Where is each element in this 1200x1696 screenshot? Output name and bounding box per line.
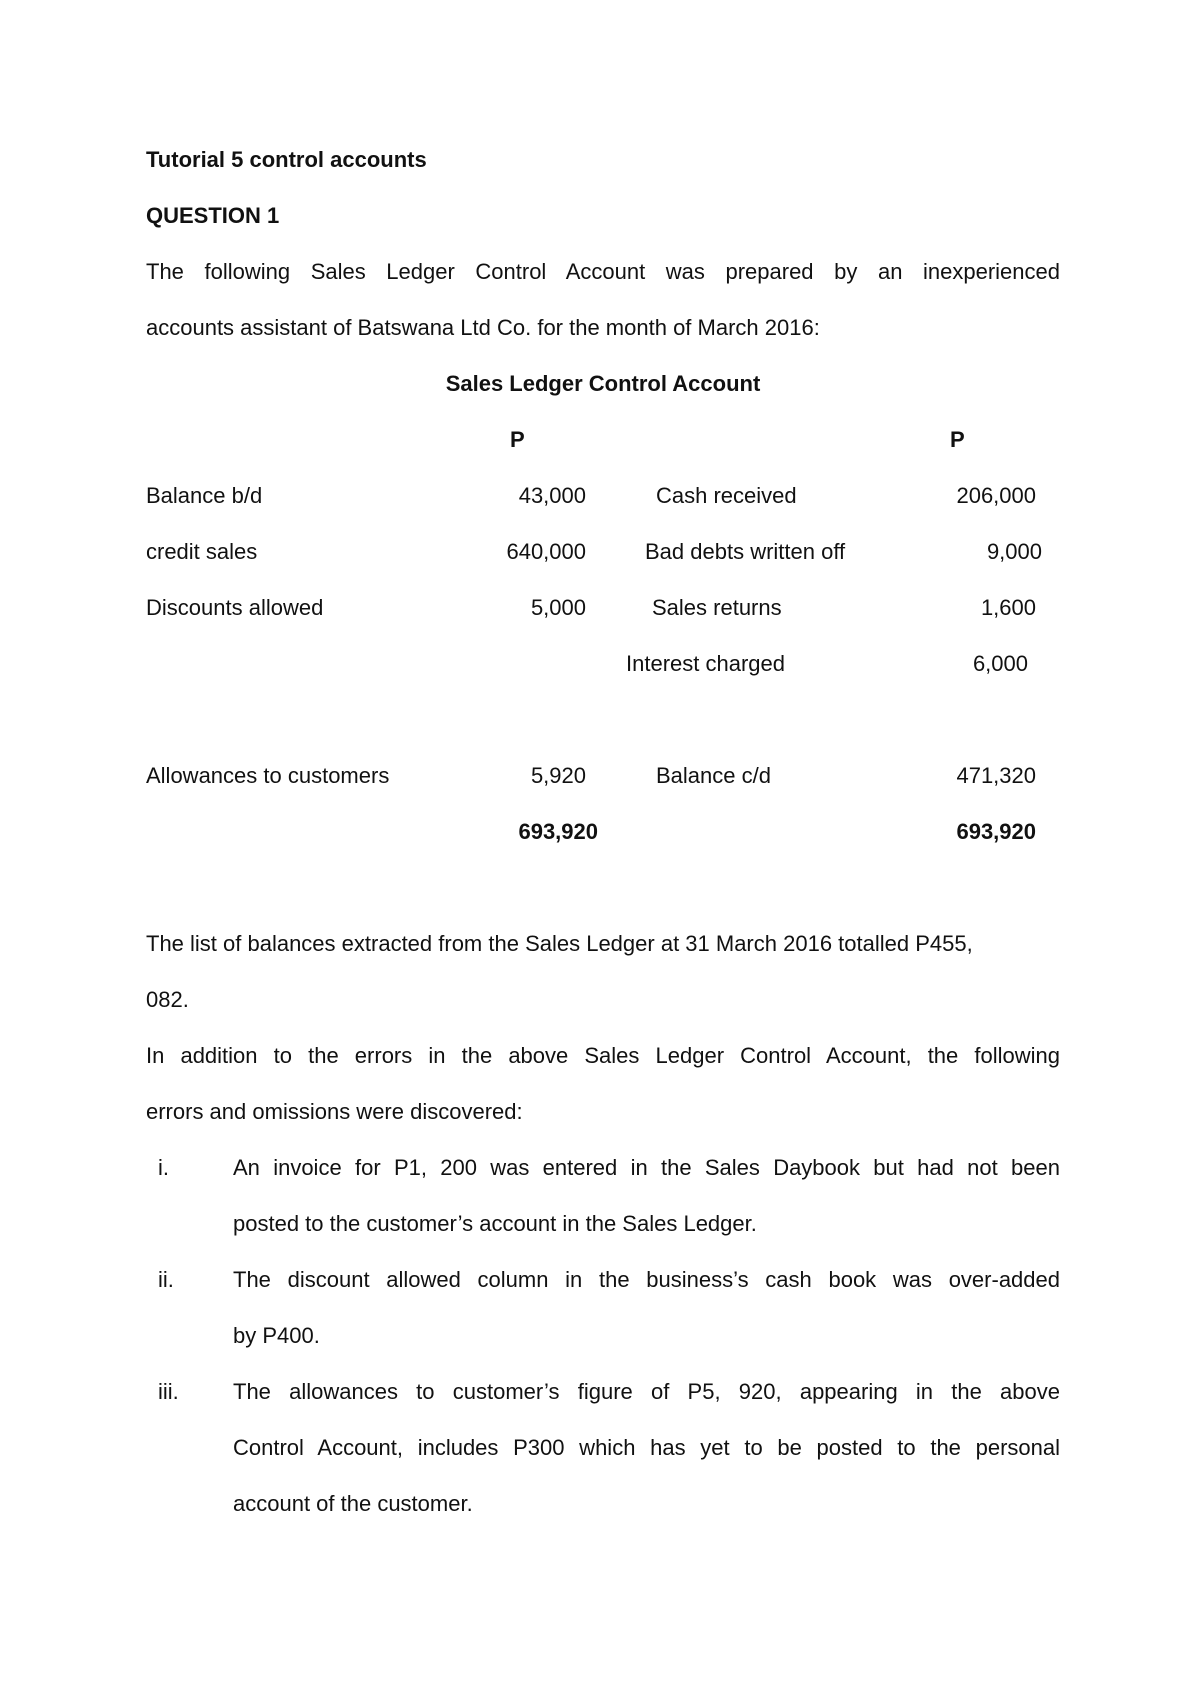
list-marker: ii. bbox=[158, 1267, 174, 1292]
balances-line-1: The list of balances extracted from the Sales Ledger at 31 March 2016 totalled P455, bbox=[146, 931, 973, 956]
credit-amount: 206,000 bbox=[956, 483, 1036, 508]
debit-label: Discounts allowed bbox=[146, 595, 324, 620]
currency-header-right: P bbox=[950, 427, 965, 452]
credit-label: Sales returns bbox=[652, 595, 782, 620]
debit-label: Allowances to customers bbox=[146, 763, 390, 788]
list-item-text: by P400. bbox=[233, 1323, 320, 1348]
debit-amount: 5,000 bbox=[530, 595, 586, 620]
question-heading: QUESTION 1 bbox=[146, 203, 280, 228]
balances-line-2: 082. bbox=[146, 987, 189, 1012]
debit-label: Balance b/d bbox=[146, 483, 263, 508]
list-marker: i. bbox=[158, 1155, 169, 1180]
debit-amount: 43,000 bbox=[518, 483, 586, 508]
credit-label: Cash received bbox=[656, 483, 797, 508]
debit-amount: 640,000 bbox=[506, 539, 586, 564]
credit-amount: 9,000 bbox=[986, 539, 1042, 564]
intro-line-2: accounts assistant of Batswana Ltd Co. for the month of March 2016: bbox=[146, 315, 820, 340]
debit-amount: 5,920 bbox=[530, 763, 586, 788]
list-item-text: The allowances to customer’s figure of P5, 920, appearing in the above bbox=[233, 1379, 1060, 1404]
list-item-text: account of the customer. bbox=[233, 1491, 473, 1516]
total-left: 693,920 bbox=[518, 819, 598, 844]
credit-label: Bad debts written off bbox=[645, 539, 846, 564]
list-item-text: The discount allowed column in the business’s cash book was over-added bbox=[233, 1267, 1060, 1292]
debit-label: credit sales bbox=[146, 539, 258, 564]
list-marker: iii. bbox=[158, 1379, 179, 1404]
list-item-text: Control Account, includes P300 which has yet to be posted to the personal bbox=[233, 1435, 1060, 1460]
credit-amount: 471,320 bbox=[956, 763, 1036, 788]
currency-header-left: P bbox=[510, 427, 525, 452]
credit-label: Interest charged bbox=[626, 651, 785, 676]
errors-intro-line-1: In addition to the errors in the above Sales Ledger Control Account, the following bbox=[146, 1043, 1060, 1068]
total-right: 693,920 bbox=[956, 819, 1036, 844]
account-title: Sales Ledger Control Account bbox=[445, 371, 761, 396]
credit-amount: 6,000 bbox=[972, 651, 1028, 676]
credit-amount: 1,600 bbox=[980, 595, 1036, 620]
document-title: Tutorial 5 control accounts bbox=[146, 147, 427, 172]
errors-intro-line-2: errors and omissions were discovered: bbox=[146, 1099, 523, 1124]
list-item-text: An invoice for P1, 200 was entered in the Sales Daybook but had not been bbox=[233, 1155, 1060, 1180]
list-item-text: posted to the customer’s account in the Sales Ledger. bbox=[233, 1211, 757, 1236]
intro-line-1: The following Sales Ledger Control Account was prepared by an inexperienced bbox=[146, 259, 1060, 284]
credit-label: Balance c/d bbox=[656, 763, 771, 788]
